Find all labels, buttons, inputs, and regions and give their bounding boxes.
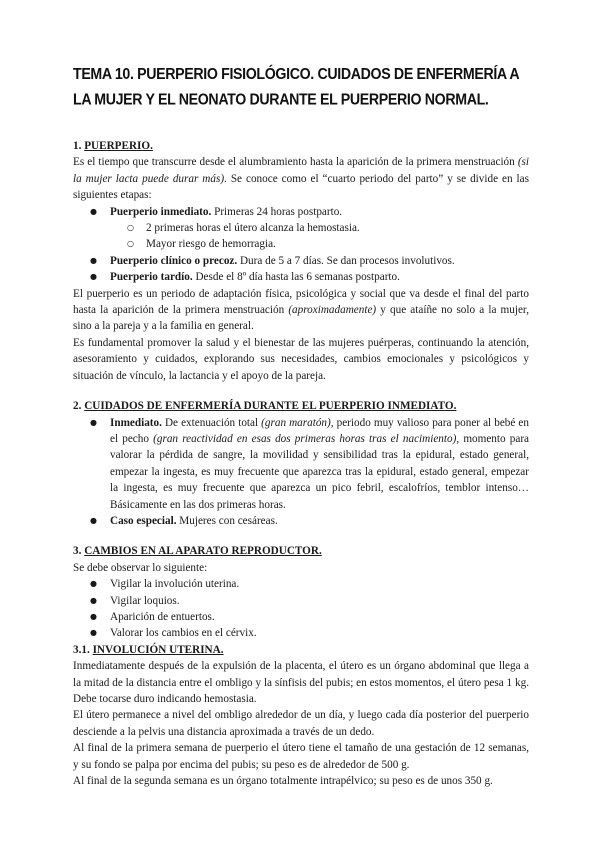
section-3-1-paragraph-4: Al final de la segunda semana es un órgano totalmente intrapélvico; su peso es de unos 350 g.	[73, 775, 493, 788]
document-title: TEMA 10. PUERPERIO FISIOLÓGICO. CUIDADOS DE ENFERMERÍA A LA MUJER Y EL NEONATO DURANTE EL PUERPERIO NORMAL.	[73, 65, 519, 110]
list-item: ○ Mayor riesgo de hemorragia.	[73, 236, 529, 252]
puerperio-stages-list	[73, 204, 529, 286]
section-3-1-paragraph-3: Al final de la primera semana de puerperio el útero tiene el tamaño de una gestación de 12 semanas, y su fondo se palpa por encima del pubis; su peso es de alrededor de 500 g.	[73, 742, 529, 771]
list-item: ● Puerperio tardío. Desde el 8º día hasta las 6 semanas postparto.	[73, 269, 529, 285]
list-item: ● Inmediato. De extenuación total (gran maratón), periodo muy valioso para poner al bebé en el pecho (gran reactividad en esas dos primeras horas tras el nacimiento), momento para valorar la pérdida de sangre, la movilidad y sensibilidad tras la epidural, estado general, empezar la ingesta, es muy frecuente que aparezca tras la epidural, estado general, empezar la ingesta, es muy frecuente que aparezca un pico febril, escalofríos, temblor intenso… Básicamente en las dos primeras horas.	[73, 415, 529, 513]
list-item: ○ 2 primeras horas el útero alcanza la hemostasia.	[73, 220, 529, 236]
section-3-intro: Se debe observar lo siguiente:	[73, 561, 208, 574]
list-item: ● Caso especial. Mujeres con cesáreas.	[73, 513, 529, 529]
list-item: ● Puerperio inmediato. Primeras 24 horas postparto. ○ 2 primeras horas el útero alcanza la hemostasia. ○ Mayor riesgo de hemorragia.	[73, 204, 529, 253]
section-3-1-paragraph-2: El útero permanece a nivel del ombligo alrededor de un día, y luego cada día posterior del puerperio desciende a la pelvis una distancia aproximada a través de un dedo.	[73, 709, 529, 738]
section-3-1-paragraph-1: Inmediatamente después de la expulsión de la placenta, el útero es un órgano abdominal que llega a la mitad de la distancia entre el ombligo y la sínfisis del pubis; en estos momentos, el útero pesa 1 kg. Debe tocarse duro indicando hemostasia.	[73, 660, 529, 705]
section-3-heading: 3. CAMBIOS EN AL APARATO REPRODUCTOR.	[73, 545, 322, 558]
list-item: ● Vigilar loquios.	[73, 593, 529, 609]
list-item: ● Vigilar la involución uterina.	[73, 576, 529, 592]
list-item: ● Puerperio clínico o precoz. Dura de 5 a 7 días. Se dan procesos involutivos.	[73, 253, 529, 269]
immediate-sublist	[110, 220, 529, 253]
section-1-heading: 1. PUERPERIO.	[73, 140, 153, 152]
list-item: ● Valorar los cambios en el cérvix.	[73, 625, 529, 641]
section-1-paragraph-2: El puerperio es un periodo de adaptación física, psicológica y social que va desde el final del parto hasta la aparición de la primera menstruación (aproximadamente) y que ataíñe no solo a la mujer, sino a la pareja y a la familia en general.	[73, 287, 529, 333]
section-3-1-heading: 3.1. INVOLUCIÓN UTERINA.	[73, 643, 224, 656]
care-list	[73, 415, 529, 530]
section-1-intro: Es el tiempo que transcurre desde el alumbramiento hasta la aparición de la primera menstruación (si la mujer lacta puede durar más). Se conoce como el “cuarto periodo del parto” y se divide en las siguientes etapas:	[73, 156, 529, 202]
observation-list	[73, 576, 529, 642]
section-1-paragraph-3: Es fundamental promover la salud y el bienestar de las mujeres puérperas, continuando la atención, asesoramiento y cuidados, explorando sus necesidades, cambios emocionales y psicológicos y situación de vínculo, la lactancia y el apoyo de la pareja.	[73, 336, 529, 382]
section-2-heading: 2. CUIDADOS DE ENFERMERÍA DURANTE EL PUERPERIO INMEDIATO.	[73, 400, 457, 413]
document-page	[73, 62, 529, 789]
list-item: ● Aparición de entuertos.	[73, 609, 529, 625]
